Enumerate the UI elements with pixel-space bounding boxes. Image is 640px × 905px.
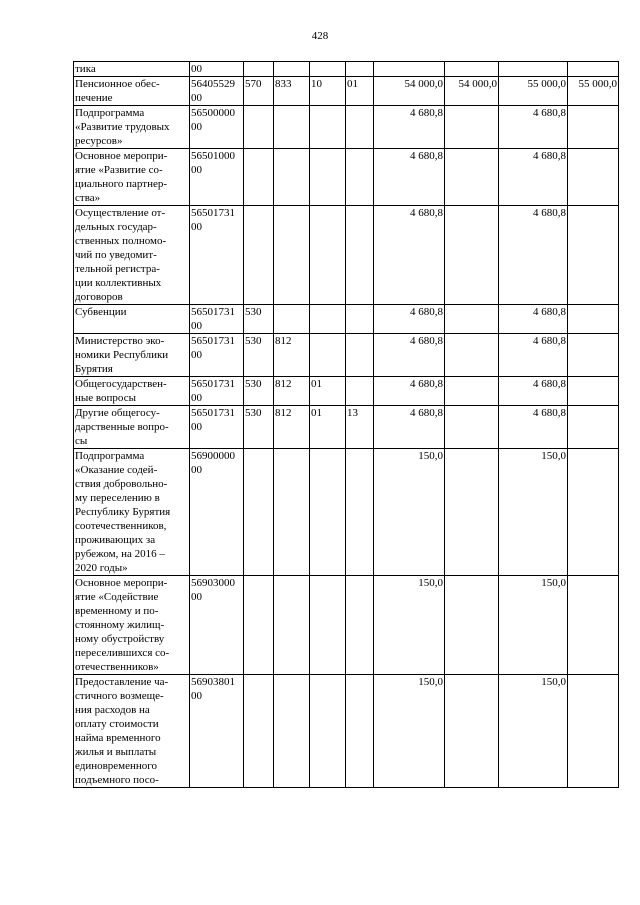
cell-subsection bbox=[346, 576, 374, 675]
cell-expense-type bbox=[244, 449, 274, 576]
text-line: соотечественников, bbox=[75, 520, 167, 532]
cell-grbs bbox=[274, 206, 310, 305]
cell-amount-1: 150,0 bbox=[374, 576, 445, 675]
text-line: 00 bbox=[191, 464, 202, 476]
text-line: 56501731 bbox=[191, 407, 235, 419]
text-line: ные вопросы bbox=[75, 392, 136, 404]
cell-subsection bbox=[346, 206, 374, 305]
cell-expense-type: 530 bbox=[244, 334, 274, 377]
cell-amount-2 bbox=[445, 305, 499, 334]
text-line: 00 bbox=[191, 221, 202, 233]
cell-amount-4 bbox=[568, 334, 619, 377]
cell-amount-2 bbox=[445, 206, 499, 305]
cell-amount-1: 4 680,8 bbox=[374, 305, 445, 334]
text-line: 00 bbox=[191, 392, 202, 404]
cell-name bbox=[74, 206, 190, 305]
cell-amount-4 bbox=[568, 149, 619, 206]
table-row bbox=[74, 62, 619, 77]
cell-target-code bbox=[190, 62, 244, 77]
text-line: Основное меропри- bbox=[75, 150, 168, 162]
cell-section bbox=[310, 149, 346, 206]
text-line: 56900000 bbox=[191, 450, 235, 462]
cell-expense-type: 530 bbox=[244, 305, 274, 334]
text-line: ятие «Содействие bbox=[75, 591, 159, 603]
cell-subsection bbox=[346, 106, 374, 149]
text-line: 56501731 bbox=[191, 207, 235, 219]
cell-target-code bbox=[190, 77, 244, 106]
text-line: переселившихся со- bbox=[75, 647, 170, 659]
text-line: тельной регистра- bbox=[75, 263, 160, 275]
cell-target-code bbox=[190, 149, 244, 206]
cell-name bbox=[74, 377, 190, 406]
text-line: Другие общегосу- bbox=[75, 407, 160, 419]
cell-name bbox=[74, 406, 190, 449]
cell-amount-1: 4 680,8 bbox=[374, 377, 445, 406]
text-line: сы bbox=[75, 435, 88, 447]
text-line: 00 bbox=[191, 92, 202, 104]
text-line: рубежом, на 2016 – bbox=[75, 548, 165, 560]
table-row bbox=[74, 206, 619, 305]
text-line: Министерство эко- bbox=[75, 335, 165, 347]
text-line: 56501731 bbox=[191, 335, 235, 347]
cell-subsection: 01 bbox=[346, 77, 374, 106]
cell-grbs bbox=[274, 449, 310, 576]
budget-table bbox=[73, 61, 619, 788]
cell-expense-type: 530 bbox=[244, 377, 274, 406]
cell-subsection bbox=[346, 62, 374, 77]
page-number: 428 bbox=[311, 30, 329, 42]
cell-amount-2 bbox=[445, 62, 499, 77]
cell-section bbox=[310, 106, 346, 149]
cell-amount-4 bbox=[568, 576, 619, 675]
cell-target-code bbox=[190, 406, 244, 449]
cell-amount-2 bbox=[445, 377, 499, 406]
text-line: 00 bbox=[191, 421, 202, 433]
cell-expense-type bbox=[244, 675, 274, 788]
text-line: ния расходов на bbox=[75, 704, 150, 716]
cell-amount-1: 4 680,8 bbox=[374, 334, 445, 377]
text-line: 56903801 bbox=[191, 676, 235, 688]
text-line: циального партнер- bbox=[75, 178, 167, 190]
cell-amount-2 bbox=[445, 106, 499, 149]
cell-subsection bbox=[346, 334, 374, 377]
cell-target-code bbox=[190, 449, 244, 576]
cell-amount-3: 150,0 bbox=[499, 576, 568, 675]
text-line: проживающих за bbox=[75, 534, 156, 546]
cell-expense-type bbox=[244, 149, 274, 206]
text-line: ресурсов» bbox=[75, 135, 123, 147]
cell-grbs bbox=[274, 106, 310, 149]
text-line: 56500000 bbox=[191, 107, 235, 119]
table-row bbox=[74, 334, 619, 377]
text-line: единовременного bbox=[75, 760, 158, 772]
table-row bbox=[74, 377, 619, 406]
cell-subsection bbox=[346, 675, 374, 788]
cell-amount-2 bbox=[445, 675, 499, 788]
table-row bbox=[74, 675, 619, 788]
cell-amount-2 bbox=[445, 576, 499, 675]
cell-name bbox=[74, 77, 190, 106]
text-line: му переселению в bbox=[75, 492, 160, 504]
cell-amount-1 bbox=[374, 62, 445, 77]
text-line: 56501731 bbox=[191, 378, 235, 390]
text-line: тика bbox=[75, 63, 96, 75]
cell-expense-type bbox=[244, 106, 274, 149]
text-line: жилья и выплаты bbox=[75, 746, 157, 758]
cell-grbs: 833 bbox=[274, 77, 310, 106]
cell-amount-3: 4 680,8 bbox=[499, 377, 568, 406]
cell-grbs bbox=[274, 305, 310, 334]
table-row bbox=[74, 149, 619, 206]
cell-amount-4: 55 000,0 bbox=[568, 77, 619, 106]
cell-subsection bbox=[346, 377, 374, 406]
cell-amount-3: 4 680,8 bbox=[499, 206, 568, 305]
text-line: ятие «Развитие со- bbox=[75, 164, 163, 176]
cell-grbs: 812 bbox=[274, 377, 310, 406]
cell-target-code bbox=[190, 305, 244, 334]
cell-amount-4 bbox=[568, 675, 619, 788]
cell-grbs bbox=[274, 675, 310, 788]
cell-name bbox=[74, 675, 190, 788]
text-line: Общегосударствен- bbox=[75, 378, 167, 390]
cell-amount-4 bbox=[568, 449, 619, 576]
cell-name bbox=[74, 334, 190, 377]
cell-amount-3: 4 680,8 bbox=[499, 334, 568, 377]
text-line: временному и по- bbox=[75, 605, 159, 617]
cell-target-code bbox=[190, 675, 244, 788]
table-row bbox=[74, 77, 619, 106]
cell-amount-3: 4 680,8 bbox=[499, 305, 568, 334]
cell-target-code bbox=[190, 106, 244, 149]
cell-section bbox=[310, 449, 346, 576]
cell-amount-1: 54 000,0 bbox=[374, 77, 445, 106]
text-line: ственных полномо- bbox=[75, 235, 167, 247]
cell-amount-3 bbox=[499, 62, 568, 77]
text-line: 2020 годы» bbox=[75, 562, 128, 574]
cell-amount-1: 4 680,8 bbox=[374, 106, 445, 149]
text-line: чий по уведомит- bbox=[75, 249, 157, 261]
text-line: Республику Бурятия bbox=[75, 506, 171, 518]
cell-amount-1: 4 680,8 bbox=[374, 406, 445, 449]
table-row bbox=[74, 449, 619, 576]
cell-section: 01 bbox=[310, 377, 346, 406]
text-line: ства» bbox=[75, 192, 101, 204]
cell-amount-3: 4 680,8 bbox=[499, 406, 568, 449]
cell-name bbox=[74, 106, 190, 149]
cell-amount-4 bbox=[568, 305, 619, 334]
cell-amount-3: 4 680,8 bbox=[499, 106, 568, 149]
cell-grbs bbox=[274, 62, 310, 77]
cell-grbs bbox=[274, 149, 310, 206]
cell-section bbox=[310, 206, 346, 305]
text-line: дарственные вопро- bbox=[75, 421, 169, 433]
cell-amount-1: 150,0 bbox=[374, 449, 445, 576]
cell-section bbox=[310, 576, 346, 675]
cell-subsection bbox=[346, 449, 374, 576]
text-line: «Развитие трудовых bbox=[75, 121, 170, 133]
text-line: 00 bbox=[191, 690, 202, 702]
text-line: Основное меропри- bbox=[75, 577, 168, 589]
cell-amount-2 bbox=[445, 449, 499, 576]
cell-subsection bbox=[346, 149, 374, 206]
text-line: 00 bbox=[191, 349, 202, 361]
cell-amount-3: 150,0 bbox=[499, 449, 568, 576]
cell-subsection: 13 bbox=[346, 406, 374, 449]
cell-expense-type: 570 bbox=[244, 77, 274, 106]
text-line: 00 bbox=[191, 320, 202, 332]
table-row bbox=[74, 406, 619, 449]
text-line: Подпрограмма bbox=[75, 107, 145, 119]
table-row bbox=[74, 106, 619, 149]
cell-name bbox=[74, 449, 190, 576]
cell-amount-1: 150,0 bbox=[374, 675, 445, 788]
text-line: ции коллективных bbox=[75, 277, 162, 289]
cell-amount-1: 4 680,8 bbox=[374, 149, 445, 206]
text-line: 00 bbox=[191, 591, 202, 603]
text-line: ствия добровольно- bbox=[75, 478, 168, 490]
text-line: номики Республики bbox=[75, 349, 169, 361]
cell-expense-type bbox=[244, 576, 274, 675]
cell-expense-type bbox=[244, 62, 274, 77]
text-line: 56405529 bbox=[191, 78, 235, 90]
cell-section bbox=[310, 62, 346, 77]
cell-amount-4 bbox=[568, 206, 619, 305]
cell-subsection bbox=[346, 305, 374, 334]
text-line: «Оказание содей- bbox=[75, 464, 158, 476]
cell-section bbox=[310, 305, 346, 334]
text-line: Осуществление от- bbox=[75, 207, 166, 219]
text-line: дельных государ- bbox=[75, 221, 157, 233]
cell-amount-2 bbox=[445, 334, 499, 377]
cell-name bbox=[74, 149, 190, 206]
cell-grbs: 812 bbox=[274, 334, 310, 377]
cell-amount-4 bbox=[568, 62, 619, 77]
text-line: 56903000 bbox=[191, 577, 235, 589]
text-line: стоянному жилищ- bbox=[75, 619, 165, 631]
table-row bbox=[74, 305, 619, 334]
cell-grbs: 812 bbox=[274, 406, 310, 449]
cell-amount-4 bbox=[568, 106, 619, 149]
cell-amount-3: 150,0 bbox=[499, 675, 568, 788]
text-line: Подпрограмма bbox=[75, 450, 145, 462]
text-line: оплату стоимости bbox=[75, 718, 159, 730]
cell-amount-2 bbox=[445, 406, 499, 449]
text-line: найма временного bbox=[75, 732, 161, 744]
text-line: 00 bbox=[191, 121, 202, 133]
cell-expense-type bbox=[244, 206, 274, 305]
text-line: Пенсионное обес- bbox=[75, 78, 160, 90]
cell-amount-1: 4 680,8 bbox=[374, 206, 445, 305]
cell-target-code bbox=[190, 206, 244, 305]
cell-section: 10 bbox=[310, 77, 346, 106]
text-line: Бурятия bbox=[75, 363, 113, 375]
text-line: 00 bbox=[191, 164, 202, 176]
cell-expense-type: 530 bbox=[244, 406, 274, 449]
cell-amount-4 bbox=[568, 377, 619, 406]
cell-section bbox=[310, 334, 346, 377]
cell-target-code bbox=[190, 576, 244, 675]
cell-target-code bbox=[190, 334, 244, 377]
cell-target-code bbox=[190, 377, 244, 406]
text-line: Предоставление ча- bbox=[75, 676, 169, 688]
cell-section: 01 bbox=[310, 406, 346, 449]
text-line: стичного возмеще- bbox=[75, 690, 164, 702]
cell-amount-2 bbox=[445, 149, 499, 206]
text-line: 56501731 bbox=[191, 306, 235, 318]
text-line: 00 bbox=[191, 63, 202, 75]
cell-name bbox=[74, 576, 190, 675]
table-row bbox=[74, 576, 619, 675]
cell-grbs bbox=[274, 576, 310, 675]
text-line: ному обустройству bbox=[75, 633, 165, 645]
cell-amount-3: 4 680,8 bbox=[499, 149, 568, 206]
text-line: 56501000 bbox=[191, 150, 235, 162]
cell-name bbox=[74, 305, 190, 334]
cell-amount-3: 55 000,0 bbox=[499, 77, 568, 106]
cell-amount-4 bbox=[568, 406, 619, 449]
cell-section bbox=[310, 675, 346, 788]
text-line: Субвенции bbox=[75, 306, 127, 318]
cell-name bbox=[74, 62, 190, 77]
text-line: печение bbox=[75, 92, 113, 104]
text-line: договоров bbox=[75, 291, 123, 303]
text-line: подъемного посо- bbox=[75, 774, 159, 786]
text-line: отечественников» bbox=[75, 661, 159, 673]
cell-amount-2: 54 000,0 bbox=[445, 77, 499, 106]
